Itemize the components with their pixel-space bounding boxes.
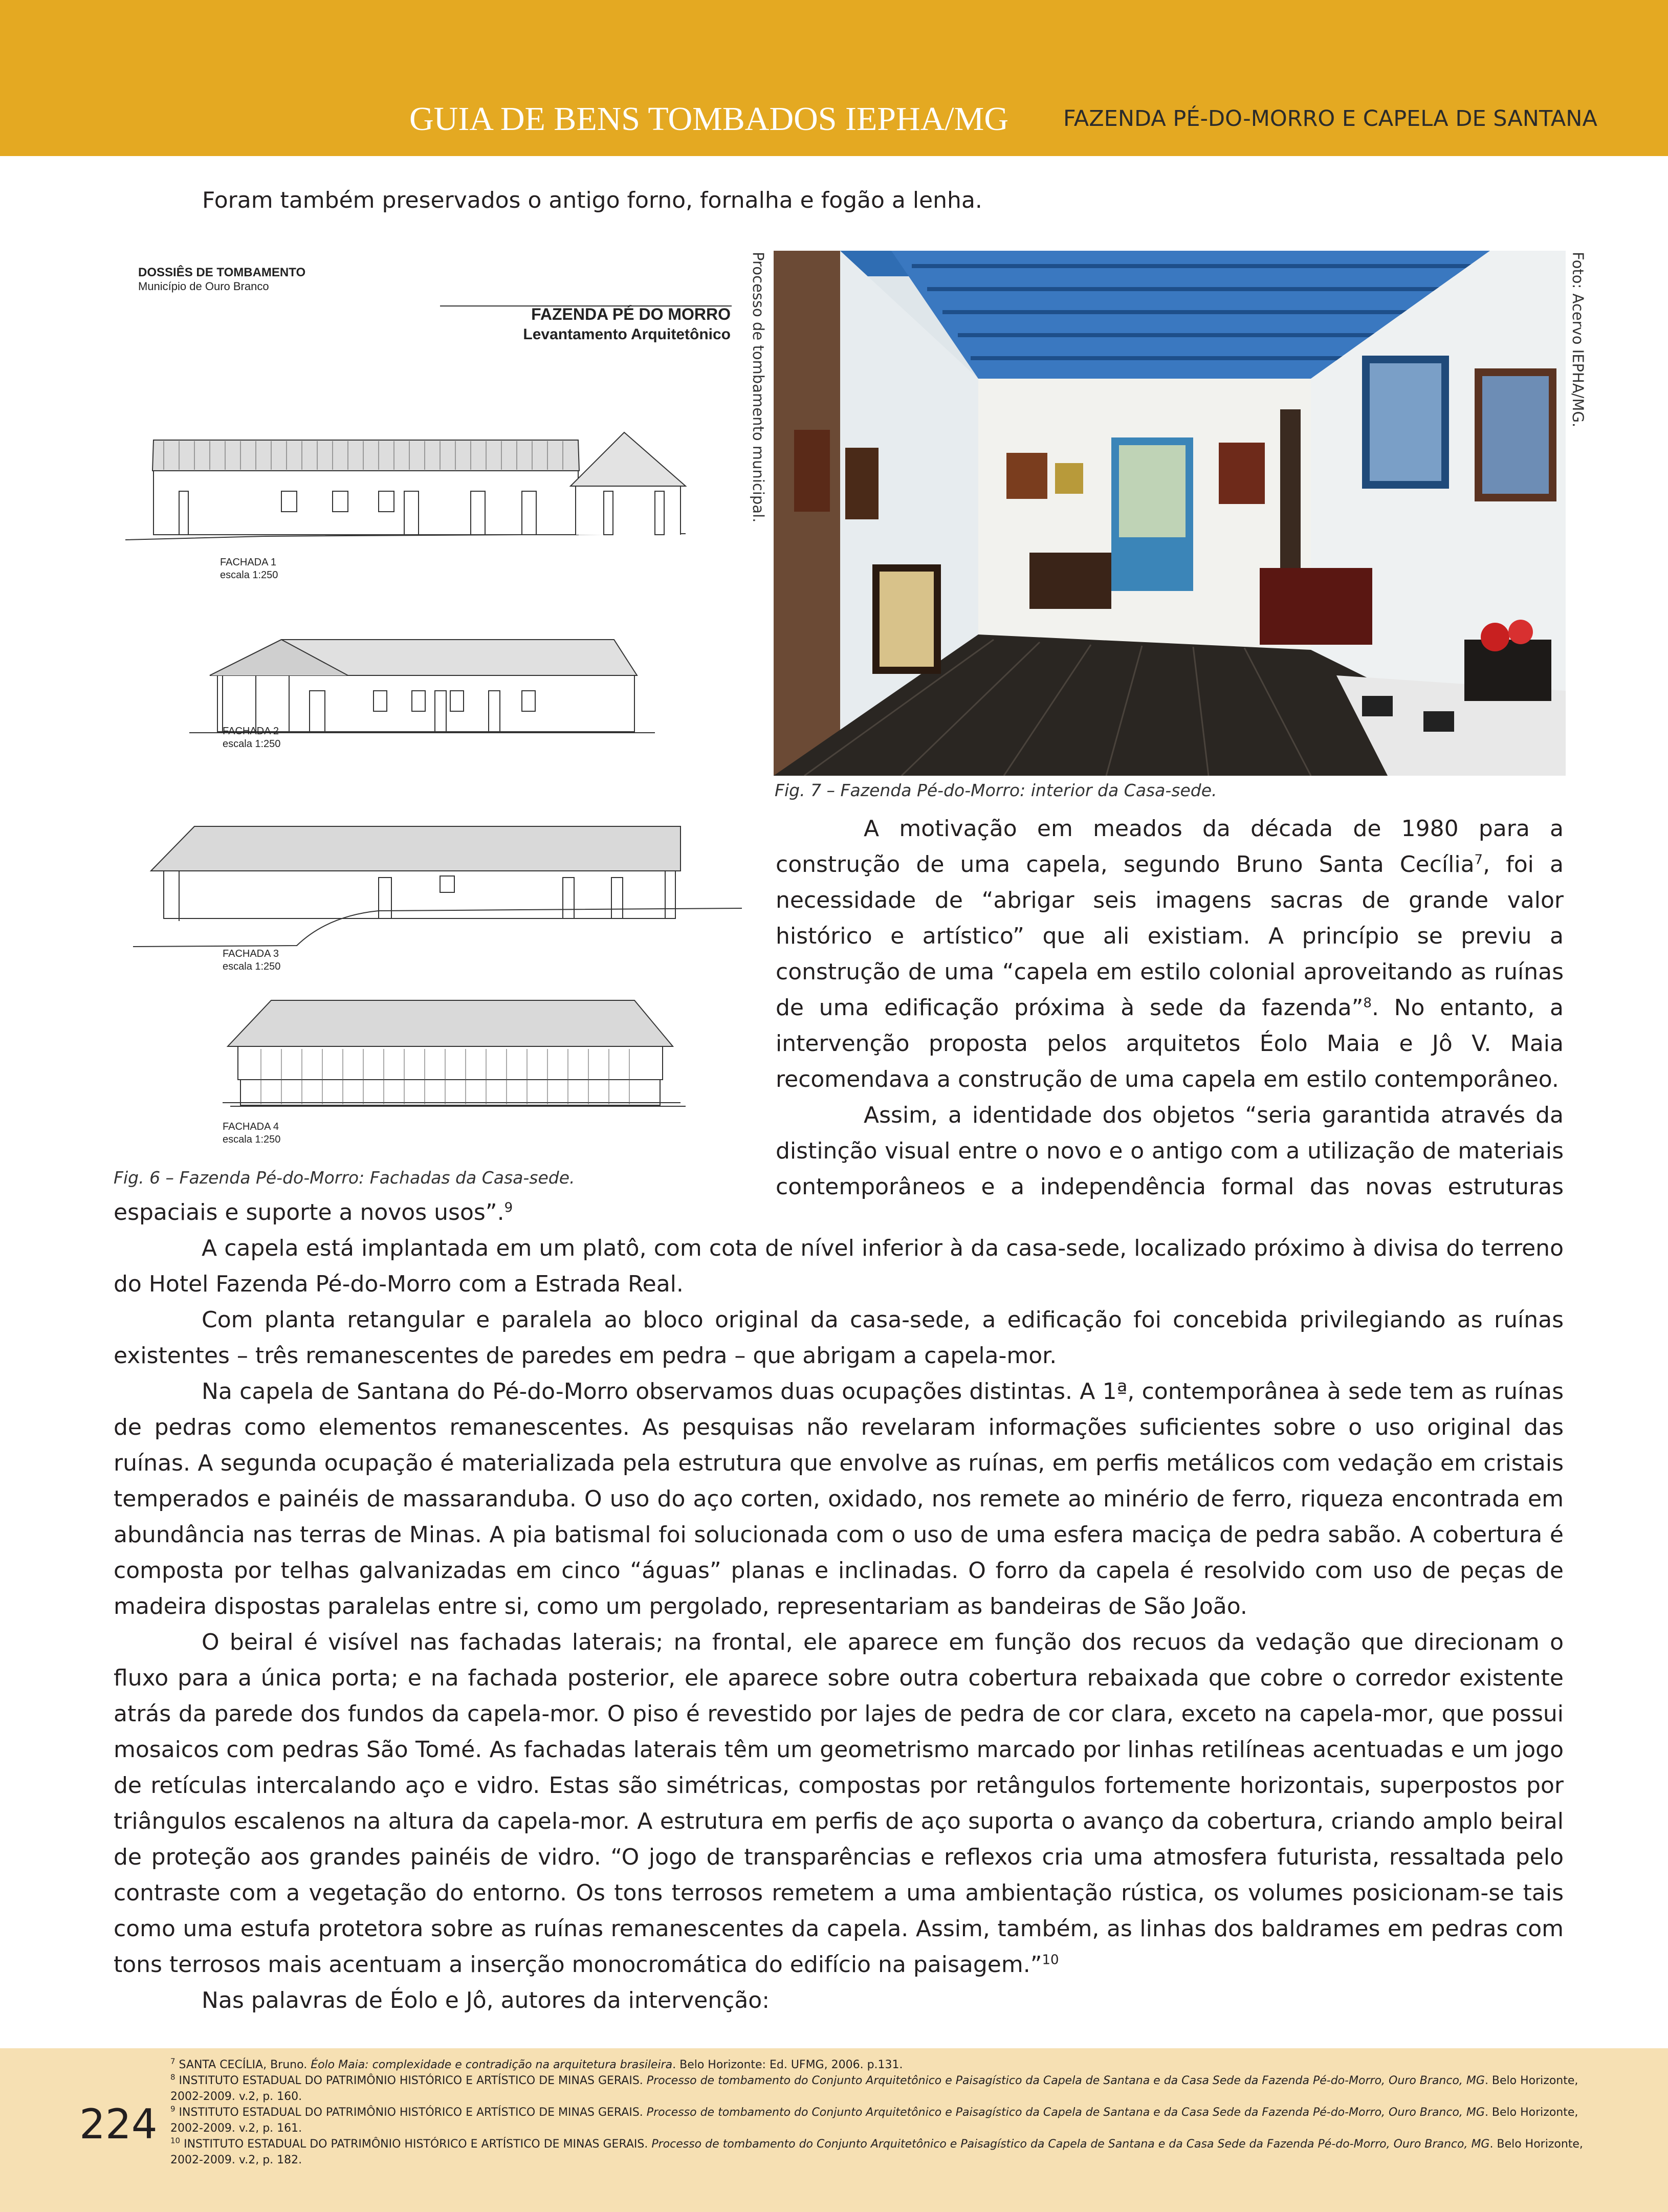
paragraph-eaves-text: O beiral é visível nas fachadas laterais; na frontal, ele aparece em função dos recuos da vedação que direcionam o fluxo para a única porta; e na fachada posterior, ele aparece sobre outra cobertura rebaixada que cobre o corredor existente atrás da parede dos fundos da capela-mor. O piso é revestido por lajes de pedra de cor clara, exceto na capela-mor, que possui mosaicos com pedras São Tomé. As fachadas laterais têm um geometrismo marcado por linhas retilíneas acentuadas e um jogo de retículas intercalando aço e vidro. Estas são simétricas, compostas por retângulos fortemente horizontais, superpostos por triângulos escalenos na altura da capela-mor. A estrutura em perfis de aço suporta o avanço da cobertura, criando amplo beiral de proteção aos grandes painéis de vidro. “O jogo de transparências e reflexos cria uma atmosfera futurista, ressaltada pelo contraste com a vegetação do entorno. Os tons terrosos remetem a uma ambientação rústica, os volumes posicionam-se tais como uma estufa protetora sobre as ruínas remanescentes da capela. Assim, também, as linhas dos baldrames em pedras com tons terrosos mais acentuam a inserção monocromática do edifício na paisagem.” [114, 1629, 1564, 1978]
facade-1-label: FACHADA 1 [220, 557, 277, 568]
footnote-ref-9: 9 [504, 1200, 513, 1216]
footnote-ref-10: 10 [1042, 1952, 1059, 1968]
footnote-7: $^7$ SANTA CECÍLIA, Bruno. Éolo Maia: complexidade e contradição na arquitetura brasileira. Belo Horizonte: Ed. UFMG, 2006. p.131. [170, 2056, 903, 2071]
paragraph-motivation-part-2: , foi a necessidade de “abrigar seis imagens sacras de grande valor histórico e artístico” que ali existiam. A princípio se previu a construção de uma “capela em estilo colonial aproveitando as ruínas de uma edificação próxima à sede da fazenda” [776, 851, 1564, 1021]
figure-6-credit: Processo de tombamento municipal. [750, 252, 767, 523]
facade-3-scale: escala 1:250 [223, 961, 281, 972]
footnote-10: $^{10}$ INSTITUTO ESTADUAL DO PATRIMÔNIO HISTÓRICO E ARTÍSTICO DE MINAS GERAIS. Processo de tombamento do Conjunto Arquitetônico e Paisagístico da Capela de Santana e da Casa Sede da Fazenda Pé-do-Morro, Ouro Branco, MG. Belo Horizonte, 2002-2009. v.2, p. 182. [170, 2136, 1583, 2166]
footnote-ref-8: 8 [1363, 995, 1372, 1011]
intro-paragraph: Foram também preservados o antigo forno, fornalha e fogão a lenha. [202, 187, 982, 213]
footnotes [170, 2057, 1598, 2168]
municipality-label: Município de Ouro Branco [138, 280, 269, 293]
drawing-subtitle: Levantamento Arquitetônico [523, 326, 731, 343]
dossier-label: DOSSIÊS DE TOMBAMENTO [138, 266, 306, 279]
interior-photo [774, 251, 1566, 776]
figure-7-caption: Fig. 7 – Fazenda Pé-do-Morro: interior da Casa-sede. [775, 780, 1217, 800]
header-band [0, 0, 1668, 156]
paragraph-identity-end-text: espaciais e suporte a novos usos”. [114, 1199, 504, 1225]
figure-7-credit: Foto: Acervo IEPHA/MG. [1569, 252, 1587, 428]
paragraph-platform: A capela está implantada em um platô, com cota de nível inferior à da casa-sede, localizado próximo à divisa do terreno do Hotel Fazenda Pé-do-Morro com a Estrada Real. [114, 1235, 1564, 1297]
facade-2-scale: escala 1:250 [223, 738, 281, 750]
paragraph-motivation-part-1: A motivação em meados da década de 1980 para a construção de uma capela, segundo Bruno Santa Cecília [776, 816, 1564, 878]
drawing-title: FAZENDA PÉ DO MORRO [531, 305, 731, 323]
facade-4-scale: escala 1:250 [223, 1134, 281, 1145]
page-number: 224 [79, 2100, 158, 2148]
footnote-9: $^9$ INSTITUTO ESTADUAL DO PATRIMÔNIO HISTÓRICO E ARTÍSTICO DE MINAS GERAIS. Processo de tombamento do Conjunto Arquitetônico e Paisagístico da Capela de Santana e da Casa Sede da Fazenda Pé-do-Morro, Ouro Branco, MG. Belo Horizonte, 2002-2009. v.2, p. 161. [170, 2104, 1578, 2135]
facade-1-scale: escala 1:250 [220, 570, 278, 581]
paragraph-identity: Assim, a identidade dos objetos “seria garantida através da distinção visual entre o novo e o antigo com a utilização de materiais contemporâneos e a independência formal das novas estruturas [776, 1102, 1564, 1200]
facade-4-label: FACHADA 4 [223, 1121, 279, 1132]
paragraph-motivation-part-3: . No entanto, a intervenção proposta pelos arquitetos Éolo Maia e Jô V. Maia recomendava a construção de uma capela em estilo contemporâneo. [776, 995, 1564, 1092]
chapter-title: FAZENDA PÉ-DO-MORRO E CAPELA DE SANTANA [1063, 106, 1597, 132]
footnote-ref-7: 7 [1474, 852, 1483, 868]
footnote-8: $^8$ INSTITUTO ESTADUAL DO PATRIMÔNIO HISTÓRICO E ARTÍSTICO DE MINAS GERAIS. Processo de tombamento do Conjunto Arquitetônico e Paisagístico da Capela de Santana e da Casa Sede da Fazenda Pé-do-Morro, Ouro Branco, MG. Belo Horizonte, 2002-2009. v.2, p. 160. [170, 2072, 1578, 2103]
figure-6-caption: Fig. 6 – Fazenda Pé-do-Morro: Fachadas da Casa-sede. [114, 1168, 575, 1188]
paragraph-occupations: Na capela de Santana do Pé-do-Morro observamos duas ocupações distintas. A 1ª, contemporânea à sede tem as ruínas de pedras como elementos remanescentes. As pesquisas não revelaram informações suficientes sobre o uso original das ruínas. A segunda ocupação é materializada pela estrutura que envolve as ruínas, em perfis metálicos com vedação em cristais temperados e painéis de massaranduba. O uso do aço corten, oxidado, nos remete ao minério de ferro, riqueza encontrada em abundância nas terras de Minas. A pia batismal foi solucionada com o uso de uma esfera maciça de pedra sabão. A cobertura é composta por telhas galvanizadas em cinco “águas” planas e inclinadas. O forro da capela é resolvido com uso de peças de madeira dispostas paralelas entre si, como um pergolado, representariam as bandeiras de São João. [114, 1378, 1564, 1619]
guide-title: GUIA DE BENS TOMBADOS IEPHA/MG [409, 100, 1009, 138]
paragraph-eaves [114, 1625, 1564, 1983]
facade-3-label: FACHADA 3 [223, 948, 279, 959]
paragraph-identity-end [114, 1195, 1564, 1231]
paragraph-plan: Com planta retangular e paralela ao bloco original da casa-sede, a edificação foi concebida privilegiando as ruínas existentes – três remanescentes de paredes em pedra – que abrigam a capela-mor. [114, 1307, 1564, 1369]
paragraph-motivation [776, 811, 1564, 1098]
paragraph-authors: Nas palavras de Éolo e Jô, autores da intervenção: [202, 1987, 770, 2013]
facades-drawing [113, 251, 742, 1162]
facade-2-label: FACHADA 2 [223, 726, 279, 737]
